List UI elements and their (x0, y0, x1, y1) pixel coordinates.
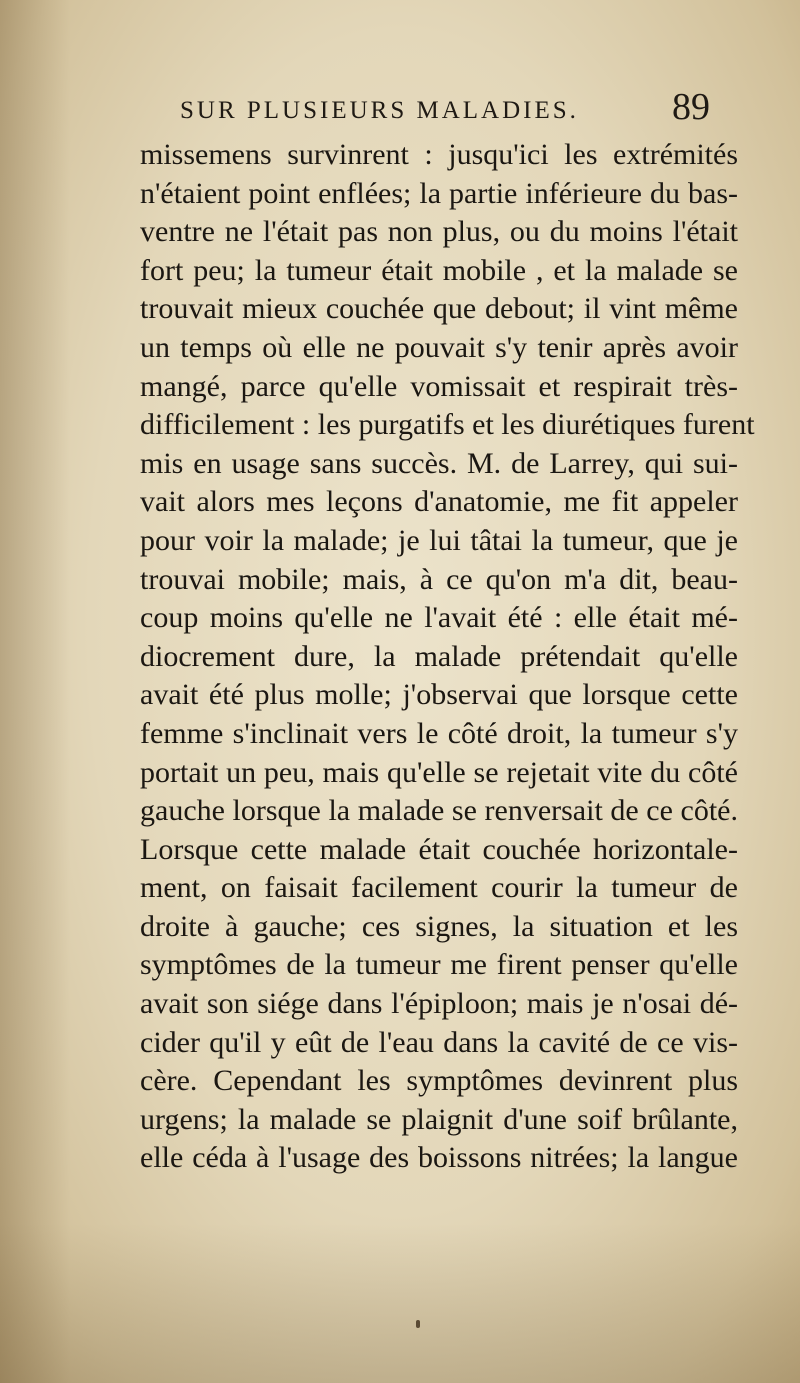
page-shadow-bottom (0, 1223, 800, 1383)
running-head (150, 85, 710, 135)
text-line: ventre ne l'était pas non plus, ou du moins l'était (140, 215, 738, 249)
text-line: symptômes de la tumeur me firent penser qu'elle (140, 948, 738, 982)
text-line: mangé, parce qu'elle vomissait et respirait très- (140, 369, 738, 403)
text-line: vait alors mes leçons d'anatomie, me fit appeler (140, 485, 738, 519)
text-line: un temps où elle ne pouvait s'y tenir après avoir (140, 330, 738, 364)
text-line: ment, on faisait facilement courir la tumeur de (140, 871, 738, 905)
text-line: trouvait mieux couchée que debout; il vint même (140, 292, 738, 326)
text-line: portait un peu, mais qu'elle se rejetait vite du côté (140, 755, 738, 789)
text-line: urgens; la malade se plaignit d'une soif brûlante, (140, 1102, 738, 1136)
text-line: cider qu'il y eût de l'eau dans la cavité de ce vis- (140, 1025, 738, 1059)
ink-speck (416, 1320, 420, 1328)
text-line: diocrement dure, la malade prétendait qu'elle (140, 639, 738, 673)
text-line: avait été plus molle; j'observai que lorsque cette (140, 678, 738, 712)
text-line: missemens survinrent : jusqu'ici les extrémités (140, 138, 738, 171)
text-line: pour voir la malade; je lui tâtai la tumeur, que je (140, 523, 738, 557)
text-line: elle céda à l'usage des boissons nitrées; la langue (140, 1141, 738, 1175)
body-text (140, 136, 755, 1178)
page-number: 89 (672, 86, 710, 128)
text-line: Lorsque cette malade était couchée horizontale- (140, 832, 738, 866)
text-line: trouvai mobile; mais, à ce qu'on m'a dit, beau- (140, 562, 738, 596)
text-line: femme s'inclinait vers le côté droit, la tumeur s'y (140, 716, 738, 750)
running-title: SUR PLUSIEURS MALADIES. (180, 97, 579, 124)
text-line: gauche lorsque la malade se renversait de ce côté. (140, 794, 738, 828)
text-line: difficilement : les purgatifs et les diurétiques furent (140, 408, 755, 442)
text-line: coup moins qu'elle ne l'avait été : elle était mé- (140, 601, 738, 635)
text-line: n'étaient point enflées; la partie inférieure du bas- (140, 176, 738, 210)
text-line: cère. Cependant les symptômes devinrent plus (140, 1064, 738, 1098)
text-line: avait son siége dans l'épiploon; mais je n'osai dé- (140, 987, 738, 1021)
text-line: mis en usage sans succès. M. de Larrey, qui sui- (140, 446, 738, 480)
page-shadow-left (0, 0, 70, 1383)
text-line: fort peu; la tumeur était mobile , et la malade se (140, 253, 738, 287)
text-line: droite à gauche; ces signes, la situation et les (140, 909, 738, 943)
